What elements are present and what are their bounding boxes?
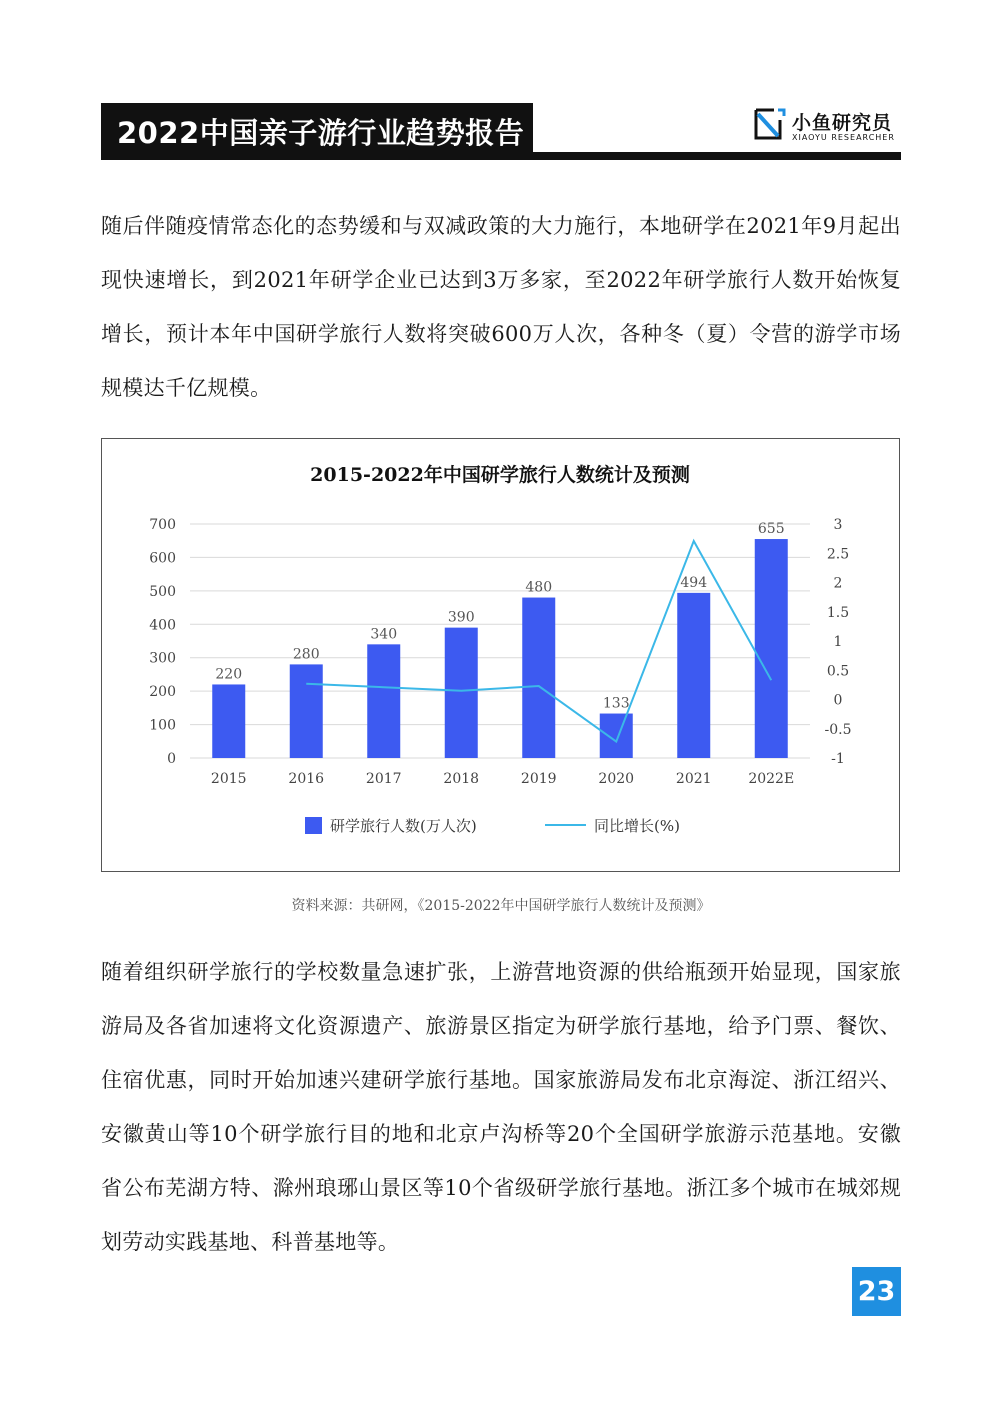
- header-underline: [101, 152, 901, 160]
- bar: [755, 539, 788, 758]
- x-tick-label: 2021: [675, 771, 712, 787]
- x-tick-label: 2018: [443, 771, 480, 787]
- bar: [445, 628, 478, 758]
- legend-swatch-bar: [305, 817, 322, 834]
- bar-value-label: 655: [757, 521, 785, 538]
- brand-name: 小鱼研究员: [792, 112, 893, 134]
- right-tick-label: -0.5: [824, 721, 852, 738]
- x-axis-ticks: [211, 771, 794, 787]
- bar: [677, 593, 710, 758]
- right-tick-label: -1: [831, 751, 845, 767]
- chart-title: 2015-2022年中国研学旅行人数统计及预测: [310, 464, 690, 486]
- brand-subtitle: XIAOYU RESEARCHER: [792, 133, 895, 142]
- bar: [367, 644, 400, 758]
- students-travel-chart: [102, 439, 899, 871]
- x-tick-label: 2020: [598, 771, 635, 787]
- bar-value-label: 280: [292, 646, 320, 663]
- bar: [212, 684, 245, 758]
- right-tick-label: 0.5: [826, 663, 850, 680]
- chart-gridlines: [190, 524, 810, 758]
- left-tick-label: 700: [149, 517, 176, 533]
- right-tick-label: 1.5: [826, 604, 850, 621]
- chart-source-caption: 资料来源：共研网，《2015-2022年中国研学旅行人数统计及预测》: [291, 898, 711, 914]
- paragraph-1: 随后伴随疫情常态化的态势缓和与双减政策的大力施行，本地研学在2021年9月起出现快速增长，到2021年研学企业已达到3万多家，至2022年研学旅行人数开始恢复增长，预计本年中国研学旅行人数将突破600万人次，各种冬（夏）令营的游学市场规模达千亿规模。: [101, 214, 901, 400]
- left-tick-label: 300: [149, 650, 176, 667]
- legend-label-line: 同比增长(%): [594, 817, 680, 835]
- page-number: 23: [852, 1267, 901, 1316]
- chart-container: [101, 438, 900, 872]
- n-mark-icon: [752, 106, 788, 142]
- bar-value-label: 390: [447, 609, 475, 626]
- paragraph-2: 随着组织研学旅行的学校数量急速扩张，上游营地资源的供给瓶颈开始显现，国家旅游局及各省加速将文化资源遗产、旅游景区指定为研学旅行基地，给予门票、餐饮、住宿优惠，同时开始加速兴建研学旅行基地。国家旅游局发布北京海淀、浙江绍兴、安徽黄山等10个研学旅行目的地和北京卢沟桥等20个全国研学旅游示范基地。安徽省公布芜湖方特、滁州琅琊山景区等10个省级研学旅行基地。浙江多个城市在城郊规划劳动实践基地、科普基地等。: [101, 960, 901, 1254]
- x-tick-label: 2019: [520, 771, 557, 787]
- bar: [522, 598, 555, 758]
- report-title: 2022中国亲子游行业趋势报告: [117, 116, 525, 150]
- chart-legend: [305, 817, 680, 835]
- bar-value-label: 220: [215, 666, 243, 683]
- x-tick-label: 2015: [210, 771, 247, 787]
- brand-logo: [752, 104, 902, 146]
- left-axis-ticks: [149, 517, 176, 767]
- bar: [600, 714, 633, 758]
- x-tick-label: 2017: [365, 771, 402, 787]
- bar: [290, 664, 323, 758]
- x-tick-label: 2016: [288, 771, 325, 787]
- bar-value-label: 340: [370, 626, 398, 643]
- right-tick-label: 2: [833, 575, 843, 592]
- right-axis-ticks: [825, 517, 852, 767]
- right-tick-label: 0: [833, 692, 843, 709]
- bar-value-label: 480: [525, 579, 553, 596]
- bar-value-label: 494: [680, 574, 708, 591]
- bar-value-label: 133: [602, 695, 630, 712]
- left-tick-label: 100: [149, 717, 176, 734]
- x-tick-label: 2022E: [748, 771, 795, 787]
- left-tick-label: 500: [149, 583, 176, 600]
- left-tick-label: 600: [149, 550, 176, 567]
- right-tick-label: 1: [833, 634, 843, 650]
- right-tick-label: 2.5: [826, 546, 850, 563]
- left-tick-label: 400: [149, 617, 176, 634]
- left-tick-label: 0: [167, 751, 176, 767]
- right-tick-label: 3: [833, 517, 843, 533]
- legend-label-bar: 研学旅行人数(万人次): [330, 817, 477, 835]
- left-tick-label: 200: [149, 684, 176, 701]
